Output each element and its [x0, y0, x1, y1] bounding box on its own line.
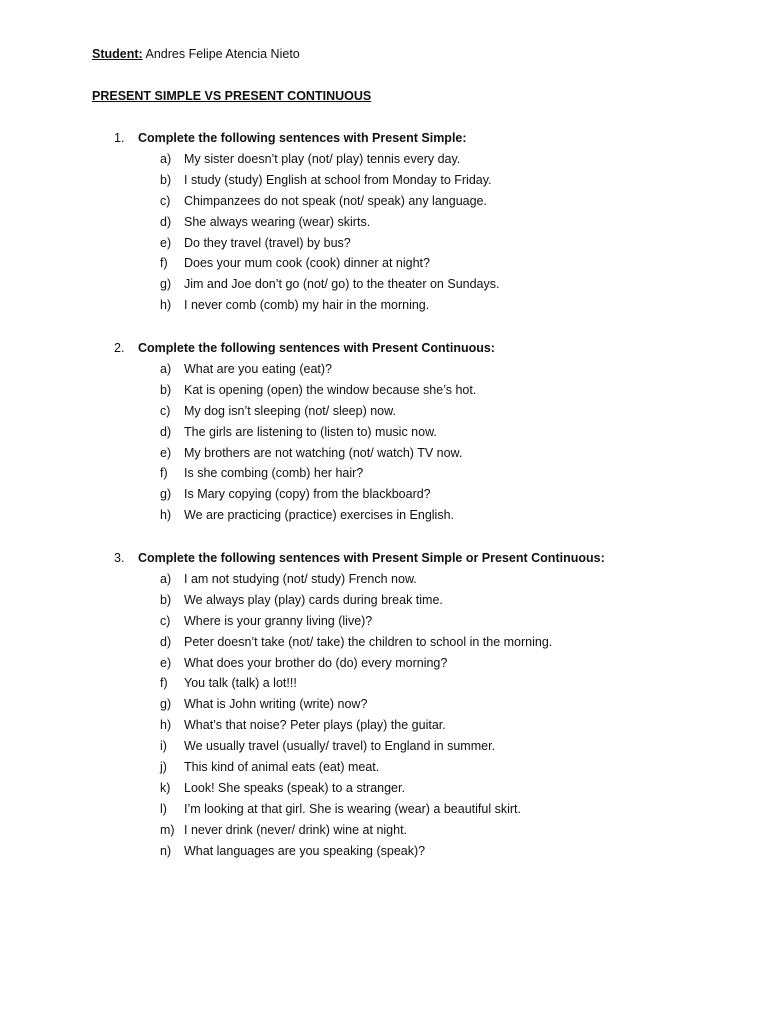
- item-letter: e): [160, 445, 172, 460]
- list-item: [0, 445, 768, 466]
- list-item: [0, 361, 768, 382]
- list-item: [0, 214, 768, 235]
- page-title: PRESENT SIMPLE VS PRESENT CONTINUOUS: [92, 89, 372, 103]
- list-item: [0, 172, 768, 193]
- item-letter: i): [160, 739, 167, 754]
- item-letter: f): [160, 256, 168, 271]
- item-letter: a): [160, 572, 172, 586]
- item-text: What’s that noise? Peter plays (play) the guitar.: [184, 718, 446, 733]
- sentence-list: [0, 571, 768, 863]
- exercise-section-2: [0, 340, 768, 528]
- list-item: [0, 465, 768, 486]
- item-text: What languages are you speaking (speak)?: [184, 843, 426, 858]
- list-item: [0, 592, 768, 613]
- item-text: Does your mum cook (cook) dinner at night?: [184, 256, 430, 271]
- item-text: We always play (play) cards during break time.: [184, 592, 443, 607]
- item-text: Peter doesn’t take (not/ take) the children to school in the morning.: [184, 634, 553, 649]
- list-item: [0, 843, 768, 864]
- list-item: [0, 780, 768, 801]
- item-letter: g): [160, 277, 172, 292]
- item-letter: m): [160, 822, 175, 837]
- item-text: Kat is opening (open) the window because she’s hot.: [184, 382, 477, 397]
- sentence-list: [0, 361, 768, 528]
- list-item: [0, 424, 768, 445]
- item-text: Chimpanzees do not speak (not/ speak) any language.: [184, 193, 487, 208]
- item-text: I never drink (never/ drink) wine at night.: [184, 822, 408, 837]
- item-text: Where is your granny living (live)?: [184, 613, 373, 628]
- item-text: I’m looking at that girl. She is wearing (wear) a beautiful skirt.: [184, 801, 521, 816]
- list-item: [0, 717, 768, 738]
- item-letter: d): [160, 634, 172, 649]
- item-letter: g): [160, 487, 172, 502]
- list-item: [0, 801, 768, 822]
- list-item: [0, 613, 768, 634]
- item-letter: a): [160, 362, 172, 376]
- item-text: You talk (talk) a lot!!!: [184, 676, 297, 691]
- item-letter: c): [160, 613, 171, 628]
- item-letter: h): [160, 298, 172, 313]
- item-letter: a): [160, 152, 172, 166]
- list-item: [0, 738, 768, 759]
- item-letter: n): [160, 843, 172, 858]
- item-text: What does your brother do (do) every morning?: [184, 655, 448, 670]
- item-letter: f): [160, 466, 168, 481]
- list-item: [0, 276, 768, 297]
- item-text: This kind of animal eats (eat) meat.: [184, 760, 380, 775]
- section-number: 1.: [114, 131, 125, 145]
- sentence-list: [0, 151, 768, 318]
- list-item: [0, 634, 768, 655]
- list-item: [0, 193, 768, 214]
- item-letter: h): [160, 718, 172, 733]
- section-number: 3.: [114, 551, 125, 565]
- section-header: [0, 550, 768, 571]
- item-text: Do they travel (travel) by bus?: [184, 235, 351, 250]
- list-item: [0, 403, 768, 424]
- section-title: Complete the following sentences with Present Simple or Present Continuous:: [138, 551, 605, 565]
- section-title: Complete the following sentences with Present Simple:: [138, 131, 467, 145]
- item-text: What are you eating (eat)?: [184, 362, 332, 376]
- item-letter: g): [160, 697, 172, 712]
- exercise-section-3: [0, 550, 768, 863]
- item-text: Is Mary copying (copy) from the blackboard?: [184, 487, 431, 502]
- item-letter: e): [160, 235, 172, 250]
- exercise-section-1: [0, 130, 768, 318]
- item-letter: f): [160, 676, 168, 691]
- section-header: [0, 130, 768, 151]
- item-letter: h): [160, 508, 172, 523]
- item-text: Jim and Joe don’t go (not/ go) to the theater on Sundays.: [184, 277, 500, 292]
- list-item: [0, 297, 768, 318]
- item-text: Is she combing (comb) her hair?: [184, 466, 364, 481]
- student-name: Andres Felipe Atencia Nieto: [145, 47, 300, 61]
- item-letter: e): [160, 655, 172, 670]
- section-number: 2.: [114, 341, 125, 355]
- item-text: My dog isn’t sleeping (not/ sleep) now.: [184, 403, 396, 418]
- list-item: [0, 822, 768, 843]
- item-letter: b): [160, 382, 172, 397]
- item-text: The girls are listening to (listen to) music now.: [184, 424, 437, 439]
- item-text: My sister doesn’t play (not/ play) tennis every day.: [184, 152, 461, 166]
- list-item: [0, 571, 768, 592]
- list-item: [0, 486, 768, 507]
- list-item: [0, 507, 768, 528]
- item-text: Look! She speaks (speak) to a stranger.: [184, 780, 405, 795]
- item-text: My brothers are not watching (not/ watch) TV now.: [184, 445, 463, 460]
- item-text: She always wearing (wear) skirts.: [184, 214, 371, 229]
- student-line: [92, 46, 300, 62]
- section-title: Complete the following sentences with Present Continuous:: [138, 341, 495, 355]
- section-header: [0, 340, 768, 361]
- list-item: [0, 655, 768, 676]
- list-item: [0, 151, 768, 172]
- item-letter: k): [160, 780, 171, 795]
- item-letter: d): [160, 214, 172, 229]
- list-item: [0, 382, 768, 403]
- item-letter: l): [160, 801, 167, 816]
- item-letter: b): [160, 172, 172, 187]
- list-item: [0, 759, 768, 780]
- list-item: [0, 675, 768, 696]
- item-text: I am not studying (not/ study) French now.: [184, 572, 417, 586]
- list-item: [0, 235, 768, 256]
- item-text: We are practicing (practice) exercises in English.: [184, 508, 455, 523]
- list-item: [0, 255, 768, 276]
- list-item: [0, 696, 768, 717]
- item-letter: b): [160, 592, 172, 607]
- item-letter: j): [160, 760, 167, 775]
- item-letter: d): [160, 424, 172, 439]
- item-text: I never comb (comb) my hair in the morning.: [184, 298, 430, 313]
- item-letter: c): [160, 403, 171, 418]
- item-text: I study (study) English at school from Monday to Friday.: [184, 172, 492, 187]
- item-text: What is John writing (write) now?: [184, 697, 368, 712]
- item-letter: c): [160, 193, 171, 208]
- item-text: We usually travel (usually/ travel) to England in summer.: [184, 739, 496, 754]
- student-label: Student:: [92, 47, 143, 61]
